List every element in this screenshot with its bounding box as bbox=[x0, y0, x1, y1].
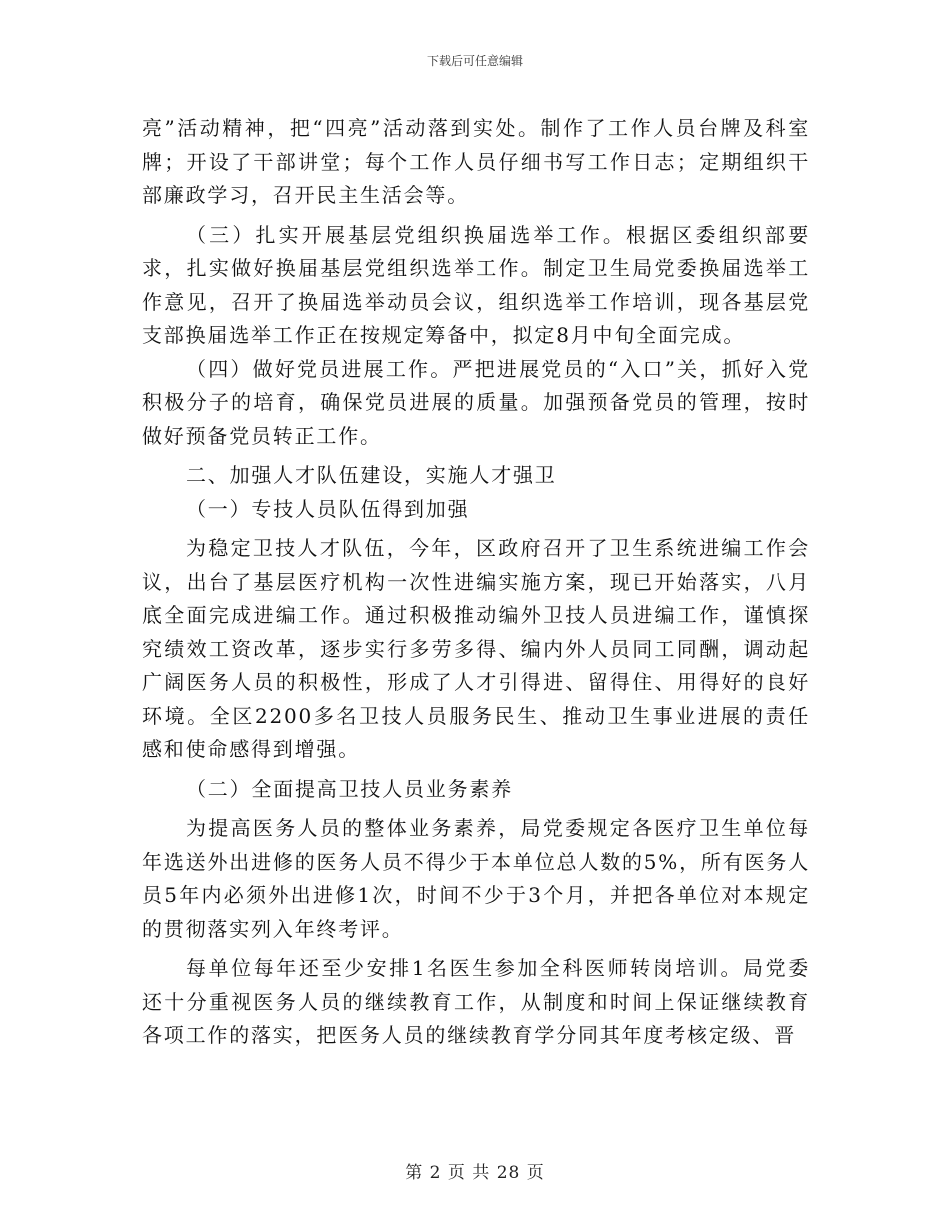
download-note: 下载后可任意编辑 bbox=[426, 54, 523, 68]
paragraph-party-member-development: （四）做好党员进展工作。严把进展党员的“入口”关，抓好入党积极分子的培育，确保党员进展的质量。加强预备党员的管理，按时做好预备党员转正工作。 bbox=[142, 356, 810, 448]
document-body bbox=[142, 112, 810, 1053]
paragraph-continuation: 亮”活动精神，把“四亮”活动落到实处。制作了工作人员台牌及科室牌；开设了干部讲堂；每个工作人员仔细书写工作日志；定期组织干部廉政学习，召开民主生活会等。 bbox=[142, 116, 810, 207]
paragraph-further-study: 为提高医务人员的整体业务素养，局党委规定各医疗卫生单位每年选送外出进修的医务人员不得少于本单位总人数的5%，所有医务人员5年内必须外出进修1次，时间不少于3个月，并把各单位对本规定的贯彻落实列入年终考评。 bbox=[142, 816, 810, 941]
page-number: 第 2 页 共 28 页 bbox=[405, 1163, 545, 1183]
subsection-heading-staff: （一）专技人员队伍得到加强 bbox=[186, 496, 470, 521]
paragraph-staff-strengthening: 为稳定卫技人才队伍，今年，区政府召开了卫生系统进编工作会议，出台了基层医疗机构一次性进编实施方案，现已开始落实，八月底全面完成进编工作。通过积极推动编外卫技人员进编工作，谨慎探究绩效工资改革，逐步实行多劳多得、编内外人员同工同酬，调动起广阔医务人员的积极性，形成了人才引得进、留得住、用得好的良好环境。全区2200多名卫技人员服务民生、推动卫生事业进展的责任感和使命感得到增强。 bbox=[142, 536, 810, 761]
paragraph-continuing-education: 每单位每年还至少安排1名医生参加全科医师转岗培训。局党委还十分重视医务人员的继续教育工作，从制度和时间上保证继续教育各项工作的落实，把医务人员的继续教育学分同其年度考核定级、晋 bbox=[142, 956, 810, 1047]
subsection-heading-quality: （二）全面提高卫技人员业务素养 bbox=[186, 776, 513, 801]
section-heading-talent: 二、加强人才队伍建设，实施人才强卫 bbox=[186, 463, 557, 487]
paragraph-election-work: （三）扎实开展基层党组织换届选举工作。根据区委组织部要求，扎实做好换届基层党组织选举工作。制定卫生局党委换届选举工作意见，召开了换届选举动员会议，组织选举工作培训，现各基层党支部换届选举工作正在按规定筹备中，拟定8月中旬全面完成。 bbox=[142, 222, 810, 347]
